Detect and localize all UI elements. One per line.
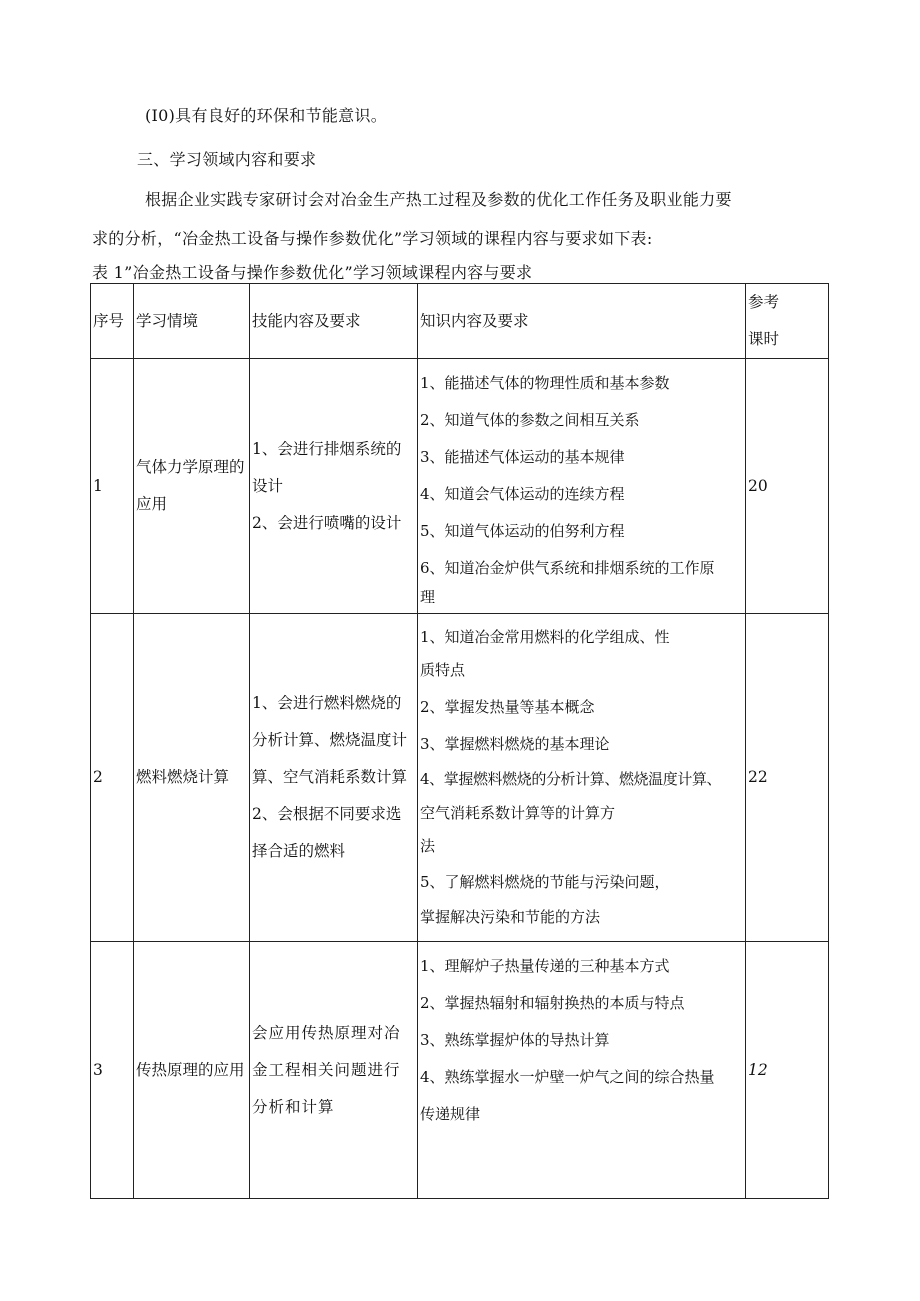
skill-item: 2、会进行喷嘴的设计 <box>252 513 402 532</box>
knowledge-item: 4、知道会气体运动的连续方程 <box>420 485 625 503</box>
section-heading: 三、学习领域内容和要求 <box>137 150 317 169</box>
knowledge-item: 传递规律 <box>420 1105 481 1123</box>
knowledge-item: 5、了解燃料燃烧的节能与污染问题， <box>420 873 670 891</box>
knowledge-item: 质特点 <box>420 661 466 679</box>
row-index: 3 <box>91 942 134 1199</box>
knowledge-item: 理 <box>420 588 436 606</box>
knowledge-item: 4、掌握燃料燃烧的分析计算、燃烧温度计算、 <box>420 770 722 788</box>
paragraph-line-1: 根据企业实践专家研讨会对冶金生产热工过程及参数的优化工作任务及职业能力要 <box>145 190 732 209</box>
table-row <box>91 359 829 614</box>
table-header-row <box>91 284 829 359</box>
header-situation: 学习情境 <box>134 284 250 359</box>
table-row <box>91 942 829 1199</box>
knowledge-item: 空气消耗系数计算等的计算方 <box>420 804 616 822</box>
knowledge-item: 1、理解炉子热量传递的三种基本方式 <box>420 957 670 975</box>
row-knowledge <box>418 614 746 942</box>
row-situation: 燃料燃烧计算 <box>134 614 250 942</box>
knowledge-item: 2、掌握发热量等基本概念 <box>420 698 595 716</box>
header-hours <box>746 284 829 359</box>
row-skills <box>250 614 418 942</box>
row-skills <box>250 359 418 614</box>
knowledge-item: 4、熟练掌握水一炉壁一炉气之间的综合热量 <box>420 1068 715 1086</box>
knowledge-item: 5、知道气体运动的伯努利方程 <box>420 522 625 540</box>
skill-item: 2、会根据不同要求选择合适的燃料 <box>252 805 402 860</box>
table-caption: 表 1”冶金热工设备与操作参数优化”学习领域课程内容与要求 <box>92 263 533 282</box>
row-hours: 20 <box>746 359 829 614</box>
table-row <box>91 614 829 942</box>
header-index: 序号 <box>91 284 134 359</box>
knowledge-item: 掌握解决污染和节能的方法 <box>420 908 601 926</box>
skill-item: 会应用传热原理对冶金工程相关问题进行分析和计算 <box>252 1023 401 1116</box>
knowledge-item: 3、掌握燃料燃烧的基本理论 <box>420 735 610 753</box>
row-hours: 12 <box>746 942 829 1199</box>
knowledge-item: 2、知道气体的参数之间相互关系 <box>420 411 640 429</box>
paragraph-line-2: 求的分析，“冶金热工设备与操作参数优化”学习领域的课程内容与要求如下表: <box>92 229 653 248</box>
header-knowledge: 知识内容及要求 <box>418 284 746 359</box>
row-index: 1 <box>91 359 134 614</box>
knowledge-item: 2、掌握热辐射和辐射换热的本质与特点 <box>420 994 685 1012</box>
row-situation: 气体力学原理的应用 <box>134 359 250 614</box>
row-skills <box>250 942 418 1199</box>
row-situation: 传热原理的应用 <box>134 942 250 1199</box>
knowledge-item: 3、能描述气体运动的基本规律 <box>420 448 625 466</box>
knowledge-item: 1、知道冶金常用燃料的化学组成、性 <box>420 628 670 646</box>
knowledge-item: 6、知道冶金炉供气系统和排烟系统的工作原 <box>420 559 715 577</box>
skill-item: 1、会进行燃料燃烧的分析计算、燃烧温度计算、空气消耗系数计算 <box>252 694 408 786</box>
row-index: 2 <box>91 614 134 942</box>
knowledge-item: 3、熟练掌握炉体的导热计算 <box>420 1031 610 1049</box>
item-10-text: (I0)具有良好的环保和节能意识。 <box>145 106 388 125</box>
skill-item: 1、会进行排烟系统的设计 <box>252 439 402 495</box>
row-hours: 22 <box>746 614 829 942</box>
header-skills: 技能内容及要求 <box>250 284 418 359</box>
header-hours-line-2: 课时 <box>748 330 780 348</box>
header-hours-line-1: 参考 <box>748 293 780 311</box>
row-knowledge <box>418 942 746 1199</box>
row-knowledge <box>418 359 746 614</box>
knowledge-item: 法 <box>420 837 436 855</box>
knowledge-item: 1、能描述气体的物理性质和基本参数 <box>420 374 670 392</box>
course-table <box>90 283 829 1199</box>
